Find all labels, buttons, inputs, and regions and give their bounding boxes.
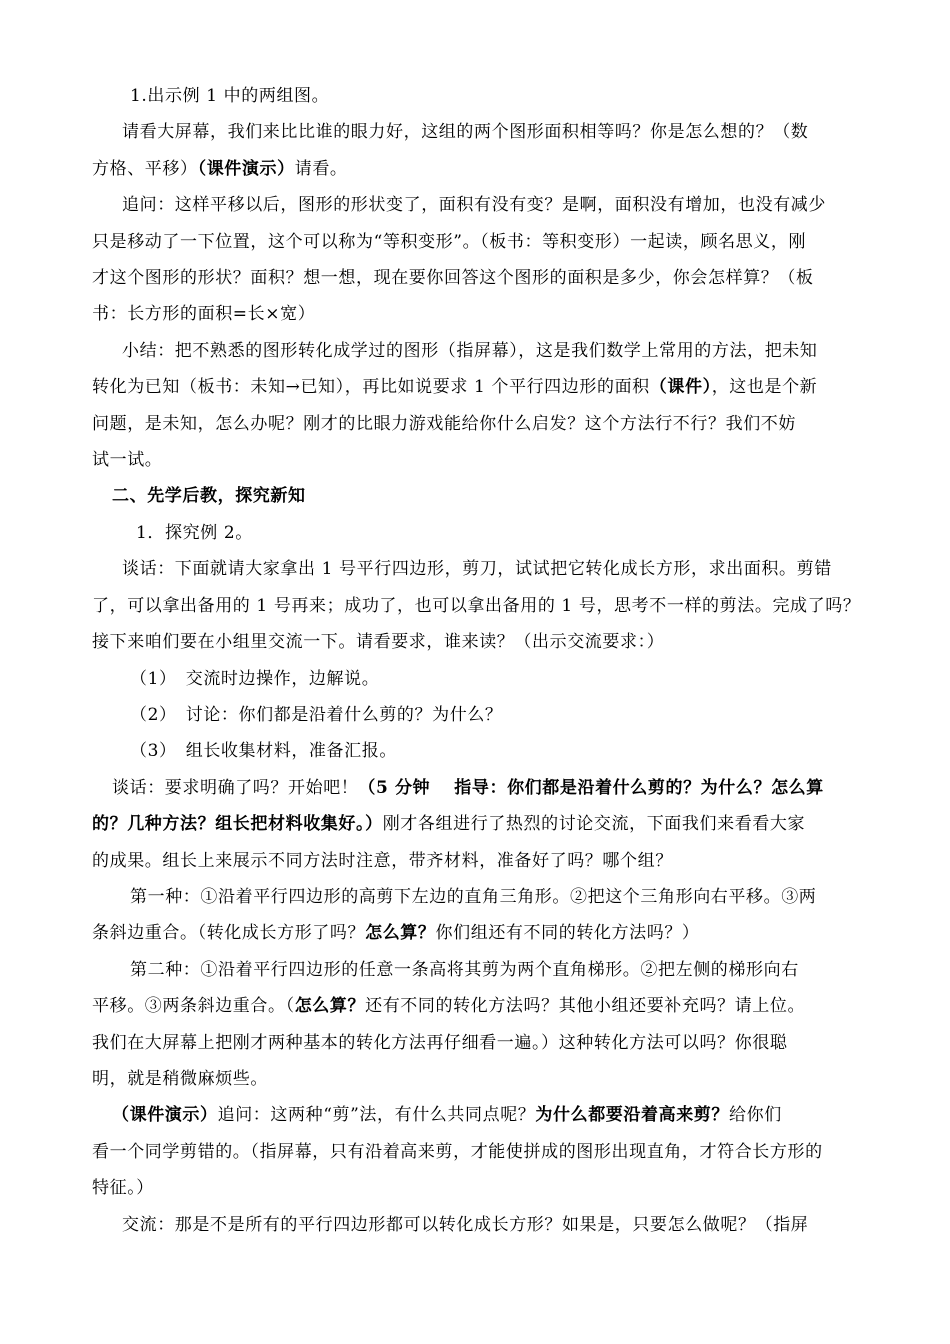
paragraph-line: [92, 806, 862, 842]
paragraph-line: [92, 1025, 862, 1061]
text-span: 条斜边重合。（转化成长方形了吗？: [92, 923, 366, 944]
paragraph-line: [92, 1061, 862, 1097]
paragraph-line: [92, 915, 862, 951]
text-line: 1．探究例 2。: [136, 522, 253, 543]
step-1-line: [92, 78, 862, 114]
section-heading: [92, 478, 862, 514]
paragraph-line: [92, 588, 862, 624]
text-line: 我们在大屏幕上把刚才两种基本的转化方法再仔细看一遍。）这种转化方法可以吗？你很聪: [92, 1032, 788, 1053]
text-span: 给你们: [729, 1105, 782, 1126]
text-span: 平移。③两条斜边重合。（: [92, 996, 295, 1017]
text-span: 方格、平移）: [92, 158, 198, 179]
requirement-item: [92, 733, 862, 769]
paragraph-line: [92, 151, 862, 187]
text-line: 了，可以拿出备用的 1 号再来；成功了，也可以拿出备用的 1 号，思考不一样的剪法。完成了吗？: [92, 595, 861, 616]
text-span: ，这也是个新: [711, 377, 818, 398]
paragraph-line: [92, 988, 862, 1024]
document-page: [92, 78, 862, 1243]
requirement-item: [92, 661, 862, 697]
paragraph-line: [92, 770, 862, 806]
text-line: 书：长方形的面积=长×宽）: [92, 304, 316, 325]
text-line: 请看大屏幕，我们来比比谁的眼力好，这组的两个图形面积相等吗？你是怎么想的？（数: [122, 122, 809, 143]
paragraph-line: [92, 843, 862, 879]
text-line: 接下来咱们要在小组里交流一下。请看要求，谁来读？（出示交流要求：）: [92, 632, 665, 653]
paragraph-line: [92, 224, 862, 260]
requirement-text: （2） 讨论：你们都是沿着什么剪的？为什么？: [130, 704, 503, 725]
paragraph-line: [92, 1170, 862, 1206]
paragraph-line: [92, 879, 862, 915]
bold-span: （课件演示）: [197, 158, 295, 179]
paragraph-line: [92, 952, 862, 988]
paragraph-line: [92, 406, 862, 442]
bold-span: 为什么都要沿着高来剪？: [535, 1105, 729, 1126]
bold-span: （课件）: [649, 377, 712, 398]
text-line: 试一试。: [92, 450, 163, 471]
text-line: 第一种：①沿着平行四边形的高剪下左边的直角三角形。②把这个三角形向右平移。③两: [130, 886, 817, 907]
bold-span: （5 分钟 指导：你们都是沿着什么剪的？为什么？怎么算: [358, 777, 824, 798]
text-line: 看一个同学剪错的。（指屏幕，只有沿着高来剪，才能使拼成的图形出现直角，才符合长方形的: [92, 1141, 823, 1162]
text-line: 特征。）: [92, 1178, 154, 1199]
step-line: [92, 515, 862, 551]
paragraph-line: [92, 369, 862, 405]
paragraph-line: [92, 1134, 862, 1170]
bold-span: 怎么算？: [365, 923, 436, 944]
requirement-text: （1） 交流时边操作，边解说。: [130, 668, 380, 689]
paragraph-line: [92, 187, 862, 223]
paragraph-line: [92, 442, 862, 478]
paragraph-line: [92, 296, 862, 332]
text-line: 交流：那是不是所有的平行四边形都可以转化成长方形？如果是，只要怎么做呢？（指屏: [122, 1214, 809, 1235]
paragraph-line: [92, 1097, 862, 1133]
text-line: 小结：把不熟悉的图形转化成学过的图形（指屏幕），这是我们数学上常用的方法，把未知: [122, 340, 818, 361]
text-span: 刚才各组进行了热烈的讨论交流，下面我们来看看大家: [382, 814, 806, 835]
paragraph-line: [92, 260, 862, 296]
text-line: 的成果。组长上来展示不同方法时注意，带齐材料，准备好了吗？哪个组？: [92, 850, 673, 871]
text-span: 你们组还有不同的转化方法吗？）: [435, 923, 700, 944]
paragraph-line: [92, 624, 862, 660]
requirement-text: （3） 组长收集材料，准备汇报。: [130, 741, 397, 762]
text-line: 追问：这样平移以后，图形的形状变了，面积有没有变？是啊，面积没有增加，也没有减少: [122, 195, 826, 216]
text-line: 只是移动了一下位置，这个可以称为“等积变形”。（板书：等积变形）一起读，顾名思义，刚: [92, 231, 807, 252]
text-span: 请看。: [294, 158, 348, 179]
bold-span: 怎么算？: [294, 996, 366, 1017]
bold-span: （课件演示）: [112, 1105, 218, 1126]
text-span: 谈话：要求明确了吗？开始吧！: [112, 777, 359, 798]
text-span: 转化为已知（板书：未知→已知），再比如说要求 1 个平行四边形的面积: [92, 377, 650, 398]
heading-text: 二、先学后教，探究新知: [112, 486, 306, 507]
paragraph-line: [92, 1207, 862, 1243]
bold-span: 的？几种方法？组长把材料收集好。）: [92, 814, 383, 835]
text-line: 才这个图形的形状？面积？想一想，现在要你回答这个图形的面积是多少，你会怎样算？（板: [92, 268, 814, 289]
text-span: 还有不同的转化方法吗？其他小组还要补充吗？请上位。: [365, 996, 806, 1017]
paragraph-line: [92, 551, 862, 587]
text-line: 谈话：下面就请大家拿出 1 号平行四边形，剪刀，试试把它转化成长方形，求出面积。剪错: [122, 559, 832, 580]
text-line: 问题，是未知，怎么办呢？刚才的比眼力游戏能给你什么启发？这个方法行不行？我们不妨: [92, 413, 796, 434]
paragraph-line: [92, 114, 862, 150]
paragraph-line: [92, 333, 862, 369]
text-line: 明，就是稍微麻烦些。: [92, 1068, 268, 1089]
requirement-item: [92, 697, 862, 733]
text-line: 第二种：①沿着平行四边形的任意一条高将其剪为两个直角梯形。②把左侧的梯形向右: [130, 959, 799, 980]
text-span: 追问：这两种“剪”法，有什么共同点呢？: [217, 1105, 536, 1126]
text-line: 1.出示例 1 中的两组图。: [130, 86, 330, 106]
